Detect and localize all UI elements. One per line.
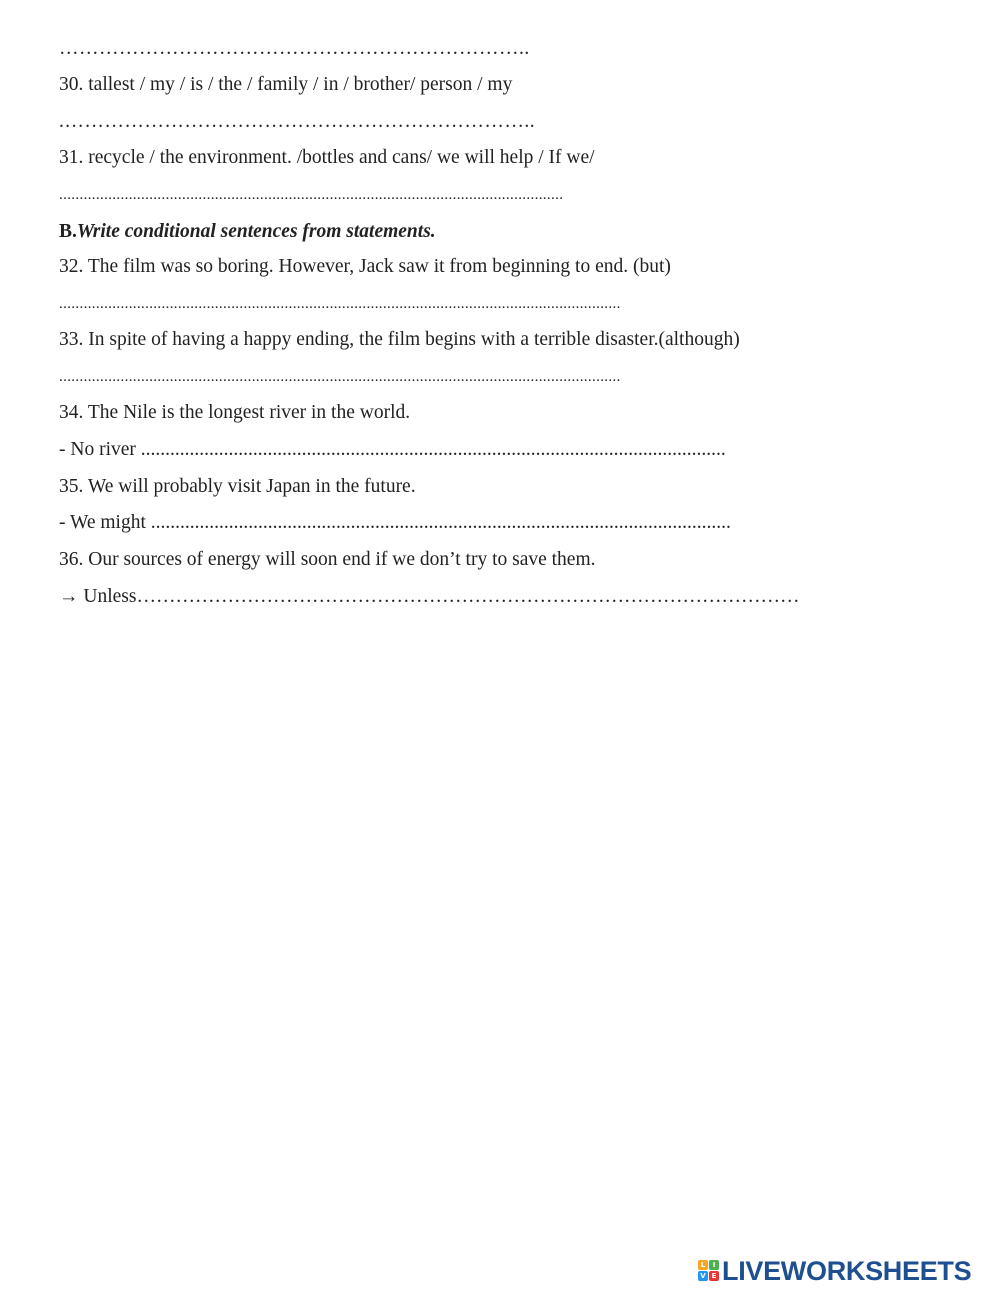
- liveworksheets-logo: [698, 1256, 971, 1286]
- answer-line-32[interactable]: .........................................................................................................................................: [59, 296, 621, 312]
- question-33: 33. In spite of having a happy ending, the film begins with a terrible disaster.(although): [59, 329, 740, 350]
- question-30: 30. tallest / my / is / the / family / in / brother/ person / my: [59, 74, 513, 95]
- logo-block-e: E: [709, 1271, 719, 1281]
- answer-line-35[interactable]: - We might .......................................................................................................................: [59, 512, 731, 533]
- question-35: 35. We will probably visit Japan in the future.: [59, 476, 416, 497]
- section-b-label: B.: [59, 221, 77, 242]
- logo-block-l: L: [698, 1260, 708, 1270]
- logo-block-v: V: [698, 1271, 708, 1281]
- answer-line-30[interactable]: .……………………………………………………………..: [59, 111, 536, 132]
- question-34: 34. The Nile is the longest river in the world.: [59, 402, 411, 423]
- answer-line-34[interactable]: - No river ........................................................................................................................: [59, 439, 726, 460]
- logo-block-i: I: [709, 1260, 719, 1270]
- question-31: 31. recycle / the environment. /bottles and cans/ we will help / If we/: [59, 147, 595, 168]
- answer-line-36[interactable]: → Unless…………………………………………………………………………………………: [59, 586, 800, 607]
- logo-text: LIVEWORKSHEETS: [722, 1256, 972, 1286]
- answer-line-29[interactable]: ……………………………………………………………..: [59, 38, 530, 59]
- section-b-heading: [59, 220, 436, 244]
- answer-line-33[interactable]: .........................................................................................................................................: [59, 369, 621, 385]
- question-36: 36. Our sources of energy will soon end if we don’t try to save them.: [59, 549, 596, 570]
- logo-blocks-icon: [698, 1260, 720, 1282]
- answer-line-31[interactable]: ...........................................................................................................................: [59, 187, 564, 203]
- section-b-instruction: Write conditional sentences from statements.: [76, 221, 436, 242]
- question-32: 32. The film was so boring. However, Jack saw it from beginning to end. (but): [59, 256, 671, 277]
